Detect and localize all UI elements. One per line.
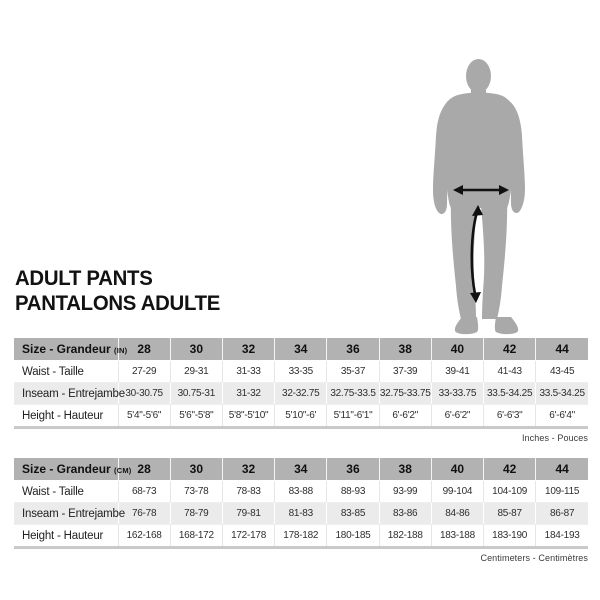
- cell: 29-31: [170, 361, 222, 383]
- male-silhouette-illustration: [420, 28, 590, 340]
- footnote-centimeters: Centimeters - Centimètres: [480, 553, 588, 563]
- table-row-height: [14, 525, 588, 548]
- row-label: Inseam - Entrejambe: [14, 383, 118, 405]
- table-row-waist: [14, 481, 588, 503]
- row-label: Inseam - Entrejambe: [14, 503, 118, 525]
- cell: 5'4"-5'6": [118, 405, 170, 428]
- cell: 182-188: [379, 525, 431, 548]
- cell: 32-32.75: [275, 383, 327, 405]
- table-row-inseam: [14, 503, 588, 525]
- cell: 33-35: [275, 361, 327, 383]
- cell: 6'-6'2": [379, 405, 431, 428]
- table-row-height: [14, 405, 588, 428]
- cell: 73-78: [170, 481, 222, 503]
- size-col-header: 28: [118, 338, 170, 361]
- table-header-row: [14, 458, 588, 481]
- cell: 32.75-33.75: [379, 383, 431, 405]
- cell: 31-32: [222, 383, 274, 405]
- cell: 32.75-33.5: [327, 383, 379, 405]
- cell: 5'10"-6': [275, 405, 327, 428]
- table-header-row: [14, 338, 588, 361]
- size-col-header: 28: [118, 458, 170, 481]
- size-label-header: Size - Grandeur (CM): [14, 458, 118, 481]
- cell: 41-43: [484, 361, 536, 383]
- cell: 104-109: [484, 481, 536, 503]
- size-tables: [14, 338, 588, 565]
- cell: 183-188: [431, 525, 483, 548]
- cell: 76-78: [118, 503, 170, 525]
- cell: 109-115: [536, 481, 588, 503]
- size-col-header: 38: [379, 338, 431, 361]
- cell: 86-87: [536, 503, 588, 525]
- size-col-header: 44: [536, 338, 588, 361]
- cell: 172-178: [222, 525, 274, 548]
- cell: 5'8"-5'10": [222, 405, 274, 428]
- table-row-inseam: [14, 383, 588, 405]
- size-col-header: 40: [431, 458, 483, 481]
- title-line-en: ADULT PANTS: [15, 267, 153, 290]
- cell: 88-93: [327, 481, 379, 503]
- cell: 27-29: [118, 361, 170, 383]
- cell: 84-86: [431, 503, 483, 525]
- cell: 93-99: [379, 481, 431, 503]
- size-guide-figure: [420, 28, 590, 340]
- cell: 68-73: [118, 481, 170, 503]
- cell: 99-104: [431, 481, 483, 503]
- cell: 43-45: [536, 361, 588, 383]
- cell: 83-85: [327, 503, 379, 525]
- cell: 183-190: [484, 525, 536, 548]
- row-label: Height - Hauteur: [14, 405, 118, 428]
- cell: 5'6"-5'8": [170, 405, 222, 428]
- size-table-inches: [14, 338, 588, 429]
- size-col-header: 32: [222, 458, 274, 481]
- cell: 37-39: [379, 361, 431, 383]
- size-col-header: 36: [327, 338, 379, 361]
- cell: 83-86: [379, 503, 431, 525]
- unit-abbr-in: (IN): [114, 346, 128, 355]
- size-col-header: 36: [327, 458, 379, 481]
- cell: 78-83: [222, 481, 274, 503]
- page-title: [15, 266, 226, 316]
- cell: 85-87: [484, 503, 536, 525]
- size-table-centimeters: [14, 458, 588, 549]
- size-col-header: 32: [222, 338, 274, 361]
- size-col-header: 30: [170, 338, 222, 361]
- cell: 30.75-31: [170, 383, 222, 405]
- size-col-header: 40: [431, 338, 483, 361]
- size-col-header: 44: [536, 458, 588, 481]
- size-col-header: 42: [484, 458, 536, 481]
- cell: 168-172: [170, 525, 222, 548]
- size-col-header: 38: [379, 458, 431, 481]
- size-col-header: 34: [275, 338, 327, 361]
- row-label: Height - Hauteur: [14, 525, 118, 548]
- size-label-header: Size - Grandeur (IN): [14, 338, 118, 361]
- title-line-fr: PANTALONS ADULTE: [15, 292, 221, 315]
- cell: 162-168: [118, 525, 170, 548]
- cell: 79-81: [222, 503, 274, 525]
- cell: 6'-6'2": [431, 405, 483, 428]
- cell: 33.5-34.25: [536, 383, 588, 405]
- size-col-header: 34: [275, 458, 327, 481]
- cell: 5'11"-6'1": [327, 405, 379, 428]
- cell: 39-41: [431, 361, 483, 383]
- cell: 33-33.75: [431, 383, 483, 405]
- cell: 180-185: [327, 525, 379, 548]
- cell: 184-193: [536, 525, 588, 548]
- cell: 33.5-34.25: [484, 383, 536, 405]
- cell: 83-88: [275, 481, 327, 503]
- row-label: Waist - Taille: [14, 361, 118, 383]
- cell: 81-83: [275, 503, 327, 525]
- cell: 6'-6'3": [484, 405, 536, 428]
- cell: 6'-6'4": [536, 405, 588, 428]
- size-col-header: 42: [484, 338, 536, 361]
- cell: 78-79: [170, 503, 222, 525]
- cell: 35-37: [327, 361, 379, 383]
- table-row-waist: [14, 361, 588, 383]
- cell: 178-182: [275, 525, 327, 548]
- unit-abbr-cm: (CM): [114, 466, 132, 475]
- footnote-inches: Inches - Pouces: [521, 433, 588, 443]
- size-col-header: 30: [170, 458, 222, 481]
- cell: 31-33: [222, 361, 274, 383]
- row-label: Waist - Taille: [14, 481, 118, 503]
- cell: 30-30.75: [118, 383, 170, 405]
